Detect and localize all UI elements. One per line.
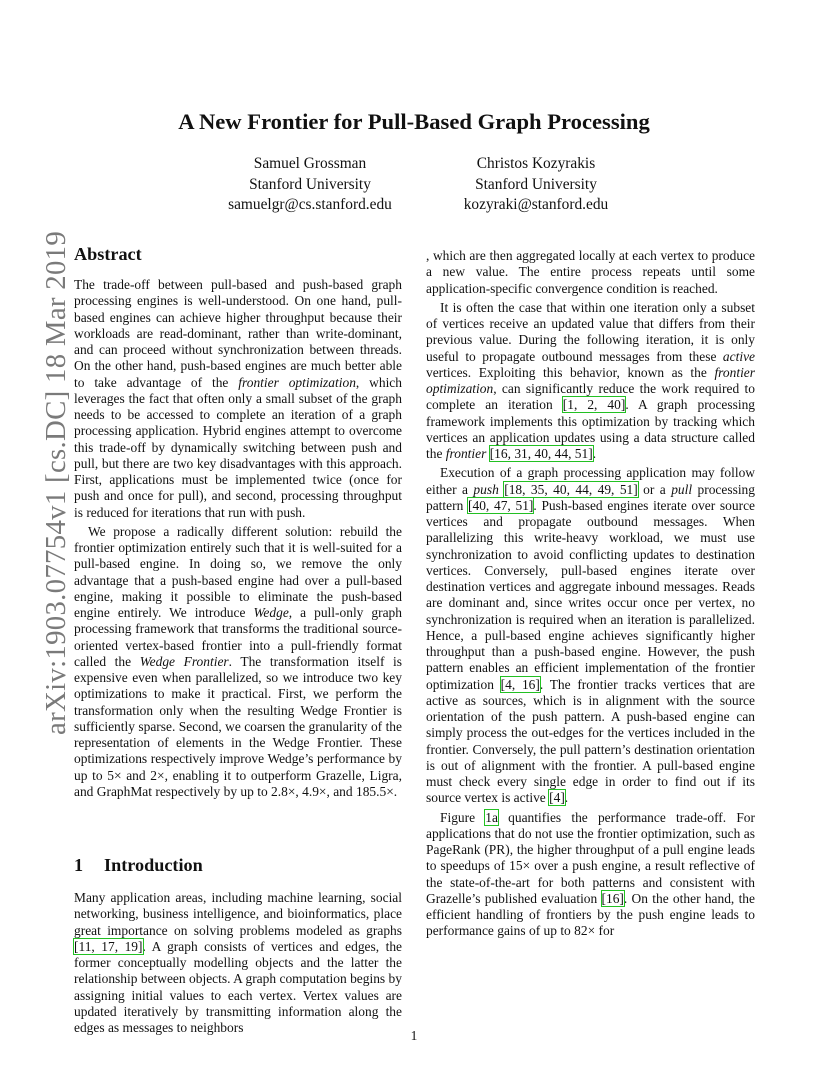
emphasis: frontier optimization (238, 374, 356, 390)
text-run: Execution of a graph processing application may follow either a (426, 465, 755, 497)
section-number: 1 (74, 855, 84, 875)
body-paragraph (426, 810, 755, 940)
text-run: Figure (440, 809, 486, 825)
citation-link[interactable]: [18, 35, 40, 44, 49, 51] (504, 481, 638, 497)
text-run: processing pattern (426, 481, 755, 513)
author-affiliation: Stanford University (249, 175, 371, 193)
paper-title: A New Frontier for Pull-Based Graph Processing (178, 109, 650, 134)
author-email: kozyraki@stanford.edu (463, 196, 609, 213)
text-run: . (564, 790, 569, 806)
text-run: , which are then aggregated locally at each vertex to produce a new value. The entire process repeats until some application-specific convergence condition is reached. (426, 248, 755, 296)
text-run: , can significantly reduce the work required to complete an iteration (426, 381, 755, 413)
citation-link[interactable]: [16] (601, 890, 624, 906)
author-name: Christos Kozyrakis (476, 155, 596, 172)
arxiv-side-label: arXiv:1903.07754v1 [cs.DC] 18 Mar 2019 (40, 230, 72, 735)
text-run: . A graph processing framework implements this optimization by tracking which vertices an application updates using a data structure called the (426, 397, 756, 461)
body-paragraph (426, 300, 755, 463)
abstract-paragraph (74, 524, 402, 800)
figure-link[interactable]: 1a (485, 809, 498, 825)
body-paragraph (426, 465, 755, 806)
left-column (74, 243, 402, 800)
text-run: The trade-off between pull-based and push-based graph processing engines is well-understood. On one hand, pull-based engines can achieve higher throughput because their workloads are read-dominant, rather than write-dominant, and can proceed without synchronization between threads. On the other hand, push-based engines are much better able to take advantage of the (74, 277, 402, 390)
emphasis: frontier (445, 446, 487, 461)
text-run: , which leverages the fact that often only a small subset of the graph needs to be accessed to complete an iteration of a graph processing application. Hybrid engines attempt to overcome this trade-off by dynamically switching between push and pull, but there are two key disadvantages with this approach. First, applications must be implemented twice (once for push and once for pull), and second, processing throughput is reduced for iterations that run with push. (74, 374, 402, 520)
text-run: We propose a radically different solution: rebuild the frontier optimization entirely such that it is well-suited for a pull-based engine. In doing so, we remove the only advantage that a push-based engine had over a pull-based engine, making it possible to eliminate the push-based engine entirely. We introduce (74, 523, 402, 620)
intro-section-left (74, 854, 402, 876)
citation-link[interactable]: [4] (549, 790, 565, 806)
emphasis: Wedge (253, 605, 289, 620)
text-run: quantifies the performance trade-off. For applications that do not use the frontier optimization, such as PageRank (PR), the higher throughput of a pull engine leads to speedups of 15× over a push engine, a result reflective of the state-of-the-art for both patterns and consistent with Grazelle’s published evaluation (426, 809, 755, 906)
introduction-heading (74, 854, 402, 876)
citation-link[interactable]: [11, 17, 19] (74, 938, 143, 954)
intro-paragraph-1-left (74, 890, 403, 1035)
section-title: Introduction (104, 855, 203, 875)
author-name: Samuel Grossman (253, 155, 367, 172)
emphasis: active (722, 348, 755, 364)
text-run: . Push-based engines iterate over source vertices and propagate outbound messages. When parallelizing this write-heavy workload, we must use synchronization to avoid conflicting updates to destination vertices. Conversely, pull-based engines iterate over destination vertices and aggregate inbound messages. Reads are dominant and, since writes occur once per vertex, no synchronization is required when an iteration is parallelized. Hence, a pull-based engine achieves significantly higher throughput than a push-based engine. However, the push pattern enables an efficient implementation of the frontier optimization (426, 497, 755, 692)
citation-link[interactable]: [4, 16] (500, 676, 540, 692)
author-block-2 (406, 154, 666, 216)
text-run: . (592, 446, 597, 461)
text-run: Many application areas, including machine learning, social networking, business intelligence, and bioinformatics, place great importance on solving problems modeled as graphs (74, 890, 402, 938)
text-run: . On the other hand, the efficient handling of frontiers by the push engine leads to performance gains of up to 82× for (426, 890, 755, 939)
abstract-heading: Abstract (74, 244, 142, 264)
abstract-paragraph (74, 277, 402, 521)
text-run: . A graph consists of vertices and edges, the former conceptually modelling objects and the latter the relationship between objects. A graph computation begins by assigning initial values to each vertex. Vertex values are updated iteratively by transmitting information along the edges as messages to neighbors (74, 938, 403, 1035)
right-column (426, 248, 755, 940)
author-affiliation: Stanford University (475, 175, 597, 193)
citation-link[interactable]: [1, 2, 40] (562, 397, 626, 413)
text-run: . The transformation itself is expensive even when parallelized, so we introduce two key optimizations to make it practical. First, we perform the transformation only when the resulting Wedge Frontier is sufficiently sparse. Second, we coarsen the granularity of the representation of elements in the Wedge Frontier. These optimizations respectively improve Wedge’s performance by up to 5× and 2×, enabling it to outperform Grazelle, Ligra, and GraphMat respectively by up to 2.8×, 4.9×, and 185.5×. (74, 653, 402, 799)
emphasis: pull (671, 481, 693, 497)
text-run: , a pull-only graph processing framework that transforms the traditional source-oriented vertex-based frontier into a pull-friendly format called the (74, 605, 402, 669)
emphasis: Wedge Frontier (139, 653, 229, 669)
author-block-1 (180, 154, 440, 216)
body-paragraph (426, 248, 755, 297)
citation-link[interactable]: [40, 47, 51] (468, 497, 534, 513)
citation-link[interactable]: [16, 31, 40, 44, 51] (489, 446, 593, 461)
text-run: vertices. Exploiting this behavior, known as the (426, 364, 715, 380)
page-number: 1 (410, 1028, 418, 1043)
body-paragraph (74, 890, 402, 1036)
text-run: . The frontier tracks vertices that are active as sources, which is in alignment with the source orientation of the push pattern. A push-based engine can simply process the out-edges for the vertices included in the frontier. Conversely, the pull pattern’s destination orientation is out of alignment with the frontier. A pull-based engine must check every single edge in order to find out if its source vertex is active (426, 676, 755, 806)
text-run: It is often the case that within one iteration only a subset of vertices receive an updated value that differs from their previous value. During the following iteration, it is only useful to propagate outbound messages from these (426, 299, 755, 364)
author-email: samuelgr@cs.stanford.edu (228, 196, 392, 213)
emphasis: push (473, 481, 499, 497)
emphasis: frontier optimization (426, 364, 755, 396)
text-run: or a (637, 481, 672, 497)
